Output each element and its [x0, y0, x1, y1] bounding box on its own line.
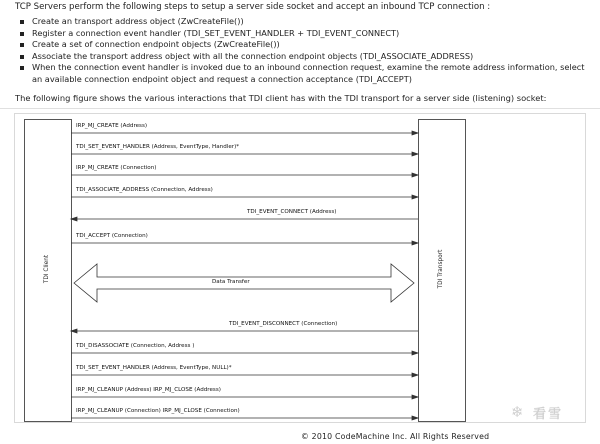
copyright-footer: © 2010 CodeMachine Inc. All Rights Reserved [301, 432, 490, 441]
message-label: TDI_EVENT_CONNECT (Address) [247, 209, 337, 215]
arrowhead [412, 373, 418, 377]
snowflake-icon: ❄ [511, 403, 524, 421]
arrowhead [412, 131, 418, 135]
client-label: TDI Client [44, 254, 50, 284]
list-item: When the connection event handler is invoked due to an inbound connection request, examine the remote address information, select an available connection endpoint object and request a connection acceptance (TDI_ACCEPT) [18, 62, 593, 85]
list-item: Register a connection event handler (TDI_SET_EVENT_HANDLER + TDI_EVENT_CONNECT) [18, 28, 593, 40]
message-label: IRP_MJ_CLEANUP (Connection) IRP_MJ_CLOSE (Connection) [76, 408, 240, 414]
arrowhead [412, 173, 418, 177]
data-transfer-label: Data Transfer [212, 279, 250, 285]
arrowhead [412, 351, 418, 355]
arrowhead [412, 241, 418, 245]
arrowhead [71, 329, 77, 333]
intro-text: TCP Servers perform the following steps to setup a server side socket and accept an inbound TCP connection : [15, 2, 491, 12]
message-label: TDI_ASSOCIATE_ADDRESS (Connection, Address) [76, 187, 213, 193]
list-item: Associate the transport address object with all the connection endpoint objects (TDI_ASSOCIATE_ADDRESS) [18, 51, 593, 63]
arrowhead [412, 395, 418, 399]
message-label: TDI_SET_EVENT_HANDLER (Address, EventType, Handler)* [76, 144, 240, 150]
arrowhead [412, 152, 418, 156]
arrowhead [412, 416, 418, 420]
watermark-text: 看雪 [533, 407, 564, 422]
message-label: TDI_SET_EVENT_HANDLER (Address, EventType, NULL)* [76, 365, 232, 371]
message-label: IRP_MJ_CREATE (Address) [76, 123, 148, 129]
message-label: TDI_ACCEPT (Connection) [76, 233, 148, 239]
message-label: TDI_DISASSOCIATE (Connection, Address ) [76, 343, 195, 349]
arrowhead [71, 217, 77, 221]
list-item: Create an transport address object (ZwCreateFile()) [18, 16, 593, 28]
list-item: Create a set of connection endpoint objects (ZwCreateFile()) [18, 39, 593, 51]
transport-label: TDI Transport [438, 249, 444, 289]
message-label: TDI_EVENT_DISCONNECT (Connection) [229, 321, 338, 327]
message-label: IRP_MJ_CREATE (Connection) [76, 165, 157, 171]
arrowhead [412, 195, 418, 199]
watermark [509, 401, 589, 423]
message-label: IRP_MJ_CLEANUP (Address) IRP_MJ_CLOSE (Address) [76, 387, 221, 393]
figure-caption: The following figure shows the various interactions that TDI client has with the TDI transport for a server side (listening) socket: [15, 93, 547, 103]
